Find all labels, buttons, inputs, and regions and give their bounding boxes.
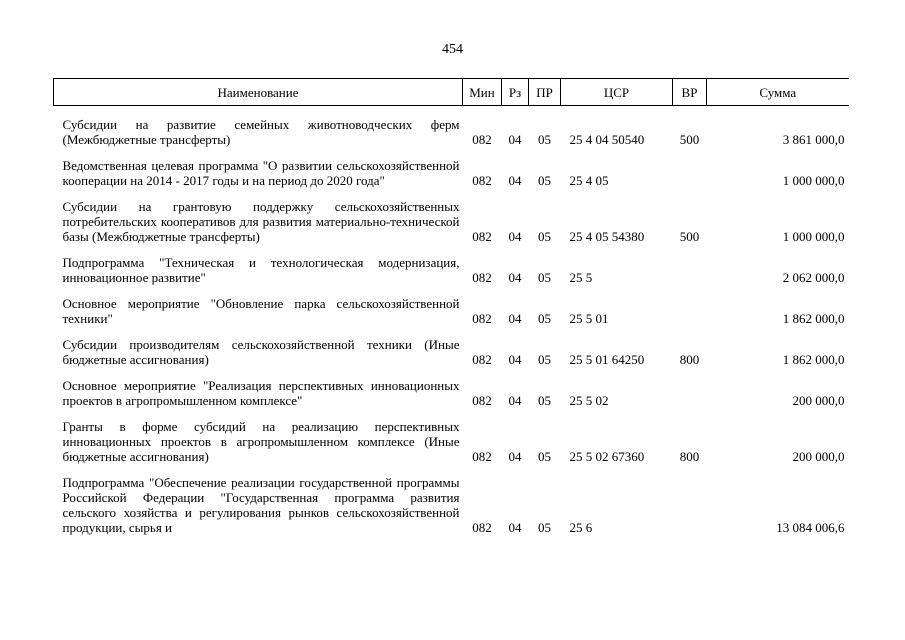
row-csr: 25 4 04 50540 bbox=[569, 132, 645, 147]
row-pr: 05 bbox=[538, 449, 551, 464]
row-pr: 05 bbox=[538, 311, 551, 326]
row-name: Подпрограмма "Обеспечение реализации государственной программы Российской Федерации "Государственная программа развития сельского хозяйства и регулирования рынков сельскохозяйственной продукции, сырья и bbox=[62, 475, 460, 535]
row-rz: 04 bbox=[508, 173, 522, 188]
row-csr: 25 4 05 54380 bbox=[569, 229, 645, 244]
row-name: Субсидии на грантовую поддержку сельскохозяйственных потребительских кооперативов для развития материально-технической базы (Межбюджетные трансферты) bbox=[62, 199, 460, 244]
row-name: Ведомственная целевая программа "О развитии сельскохозяйственной кооперации на 2014 - 2017 годы и на период до 2020 года" bbox=[62, 158, 460, 188]
table-row bbox=[54, 326, 849, 367]
row-rz: 04 bbox=[508, 270, 522, 285]
row-rz: 04 bbox=[508, 311, 522, 326]
header-pr: ПР bbox=[529, 79, 561, 106]
row-sum: 1 000 000,0 bbox=[782, 173, 845, 188]
row-csr: 25 5 02 67360 bbox=[569, 449, 645, 464]
table-row bbox=[54, 147, 849, 188]
row-min: 082 bbox=[472, 352, 492, 367]
row-sum: 3 861 000,0 bbox=[782, 132, 845, 147]
row-name: Подпрограмма "Техническая и технологическая модернизация, инновационное развитие" bbox=[62, 255, 460, 285]
row-vr: 500 bbox=[679, 229, 700, 244]
table-row bbox=[54, 285, 849, 326]
row-csr: 25 4 05 bbox=[569, 173, 609, 188]
row-pr: 05 bbox=[538, 229, 551, 244]
row-rz: 04 bbox=[508, 132, 522, 147]
header-rz: Рз bbox=[502, 79, 529, 106]
row-pr: 05 bbox=[538, 173, 551, 188]
row-vr bbox=[673, 464, 707, 535]
row-rz: 04 bbox=[508, 352, 522, 367]
header-vr: ВР bbox=[673, 79, 707, 106]
row-csr: 25 6 bbox=[569, 520, 593, 535]
row-csr: 25 5 01 bbox=[569, 311, 609, 326]
row-sum: 200 000,0 bbox=[792, 393, 845, 408]
row-min: 082 bbox=[472, 449, 492, 464]
row-vr bbox=[673, 147, 707, 188]
row-csr: 25 5 02 bbox=[569, 393, 609, 408]
row-sum: 200 000,0 bbox=[792, 449, 845, 464]
row-vr bbox=[673, 285, 707, 326]
row-pr: 05 bbox=[538, 520, 551, 535]
row-rz: 04 bbox=[508, 393, 522, 408]
row-min: 082 bbox=[472, 393, 492, 408]
page-number: 454 bbox=[442, 42, 463, 57]
row-name: Гранты в форме субсидий на реализацию перспективных инновационных проектов в агропромышленном комплексе (Иные бюджетные ассигнования) bbox=[62, 419, 460, 464]
table-header-row bbox=[54, 79, 849, 106]
table-row bbox=[54, 464, 849, 535]
row-pr: 05 bbox=[538, 132, 551, 147]
row-min: 082 bbox=[472, 520, 492, 535]
row-rz: 04 bbox=[508, 520, 522, 535]
row-vr bbox=[673, 367, 707, 408]
row-sum: 1 862 000,0 bbox=[782, 311, 845, 326]
row-name: Основное мероприятие "Реализация перспективных инновационных проектов в агропромышленном комплексе" bbox=[62, 378, 460, 408]
header-sum: Сумма bbox=[707, 79, 849, 106]
row-min: 082 bbox=[472, 173, 492, 188]
row-vr: 500 bbox=[679, 132, 700, 147]
row-sum: 2 062 000,0 bbox=[782, 270, 845, 285]
row-sum: 1 000 000,0 bbox=[782, 229, 845, 244]
row-vr bbox=[673, 244, 707, 285]
header-csr: ЦСР bbox=[561, 79, 673, 106]
row-name: Основное мероприятие "Обновление парка сельскохозяйственной техники" bbox=[62, 296, 460, 326]
row-sum: 1 862 000,0 bbox=[782, 352, 845, 367]
row-pr: 05 bbox=[538, 270, 551, 285]
header-min: Мин bbox=[463, 79, 502, 106]
row-pr: 05 bbox=[538, 393, 551, 408]
row-csr: 25 5 bbox=[569, 270, 593, 285]
table-row bbox=[54, 244, 849, 285]
table-row bbox=[54, 408, 849, 464]
row-min: 082 bbox=[472, 311, 492, 326]
table-row bbox=[54, 367, 849, 408]
row-min: 082 bbox=[472, 229, 492, 244]
row-sum: 13 084 006,6 bbox=[776, 520, 845, 535]
table-row bbox=[54, 188, 849, 244]
budget-table bbox=[53, 78, 849, 535]
row-vr: 800 bbox=[679, 352, 700, 367]
row-rz: 04 bbox=[508, 229, 522, 244]
row-vr: 800 bbox=[679, 449, 700, 464]
row-name: Субсидии производителям сельскохозяйственной техники (Иные бюджетные ассигнования) bbox=[62, 337, 460, 367]
header-name: Наименование bbox=[54, 79, 463, 106]
row-min: 082 bbox=[472, 132, 492, 147]
row-min: 082 bbox=[472, 270, 492, 285]
row-pr: 05 bbox=[538, 352, 551, 367]
row-name: Субсидии на развитие семейных животноводческих ферм (Межбюджетные трансферты) bbox=[62, 117, 460, 147]
row-csr: 25 5 01 64250 bbox=[569, 352, 645, 367]
row-rz: 04 bbox=[508, 449, 522, 464]
table-row bbox=[54, 106, 849, 148]
